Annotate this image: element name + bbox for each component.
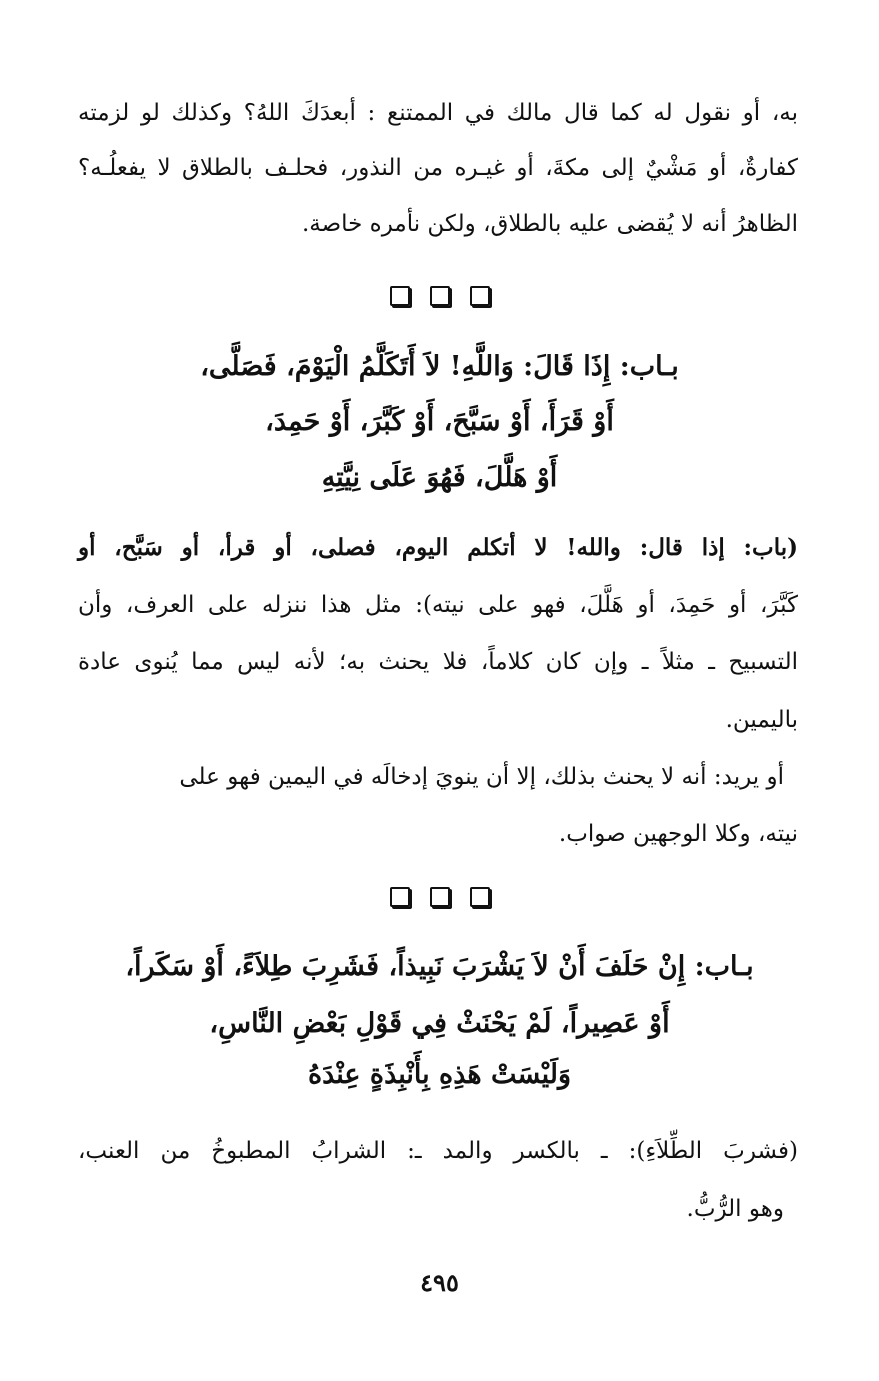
text-line: وهو الرُّبُّ. — [686, 1196, 784, 1222]
commentary-paragraph — [78, 1136, 798, 1236]
section-divider — [0, 887, 879, 907]
commentary-paragraph — [78, 762, 798, 862]
square-ornament-icon — [470, 286, 490, 306]
text-line: (باب: إذا قال: والله! لا أتكلم اليوم، فصلى، أو قرأ، أو سَبَّح، أو — [78, 534, 798, 561]
chapter-heading — [0, 350, 879, 500]
text-line: باليمين. — [725, 707, 798, 733]
commentary-paragraph — [78, 533, 798, 743]
chapter-label: بـاب: — [619, 351, 679, 382]
square-ornament-icon — [430, 286, 450, 306]
text-line: كفارةٌ، أو مَشْيٌ إلى مكةَ، أو غيـره من النذور، فحلـف بالطلاق لا يفعلُـه؟ — [78, 155, 798, 181]
heading-line: أَوْ هَلَّلَ، فَهُوَ عَلَى نِيَّتِهِ — [321, 462, 558, 493]
text-line: كَبَّرَ، أو حَمِدَ، أو هَلَّلَ، فهو على نيته): مثل هذا ننزله على العرف، وأن — [78, 592, 798, 618]
section-divider — [0, 286, 879, 306]
chapter-label: بـاب: — [694, 951, 754, 982]
heading-line — [0, 350, 879, 384]
chapter-heading — [0, 950, 879, 1100]
text-line: نيته، وكلا الوجهين صواب. — [558, 821, 798, 847]
top-paragraph — [78, 98, 798, 248]
square-ornament-icon — [390, 887, 410, 907]
square-ornament-icon — [470, 887, 490, 907]
text-line: التسبيح ـ مثلاً ـ وإن كان كلاماً، فلا يحنث به؛ لأنه ليس مما يُنوى عادة — [78, 649, 798, 675]
text-line: به، أو نقول له كما قال مالك في الممتنع : أبعدَكَ اللهُ؟ وكذلك لو لزمته — [78, 100, 798, 126]
square-ornament-icon — [390, 286, 410, 306]
text-line: الظاهرُ أنه لا يُقضى عليه بالطلاق، ولكن نأمره خاصة. — [301, 211, 798, 237]
text-line: أو يريد: أنه لا يحنث بذلك، إلا أن ينويَ إدخالَه في اليمين فهو على — [179, 764, 784, 790]
heading-line: أَوْ قَرَأَ، أَوْ سَبَّحَ، أَوْ كَبَّرَ، أَوْ حَمِدَ، — [265, 406, 614, 437]
heading-text: إِنْ حَلَفَ أَنْ لاَ يَشْرَبَ نَبِيذاً، فَشَرِبَ طِلاَءً، أَوْ سَكَراً، — [125, 951, 686, 982]
text-line: (فشربَ الطِّلاَءِ): ـ بالكسر والمد ـ: الشرابُ المطبوخُ من العنب، — [78, 1138, 798, 1164]
square-ornament-icon — [430, 887, 450, 907]
heading-text: إِذَا قَالَ: وَاللَّهِ! لاَ أَتَكَلَّمُ الْيَوْمَ، فَصَلَّى، — [200, 351, 611, 382]
heading-line — [0, 950, 879, 984]
heading-line: وَلَيْسَتْ هَذِهِ بِأَنْبِذَةٍ عِنْدَهُ — [307, 1059, 572, 1090]
page-number: ٤٩٥ — [420, 1268, 459, 1297]
heading-line: أَوْ عَصِيراً، لَمْ يَحْنَثْ فِي قَوْلِ بَعْضِ النَّاسِ، — [209, 1008, 670, 1039]
